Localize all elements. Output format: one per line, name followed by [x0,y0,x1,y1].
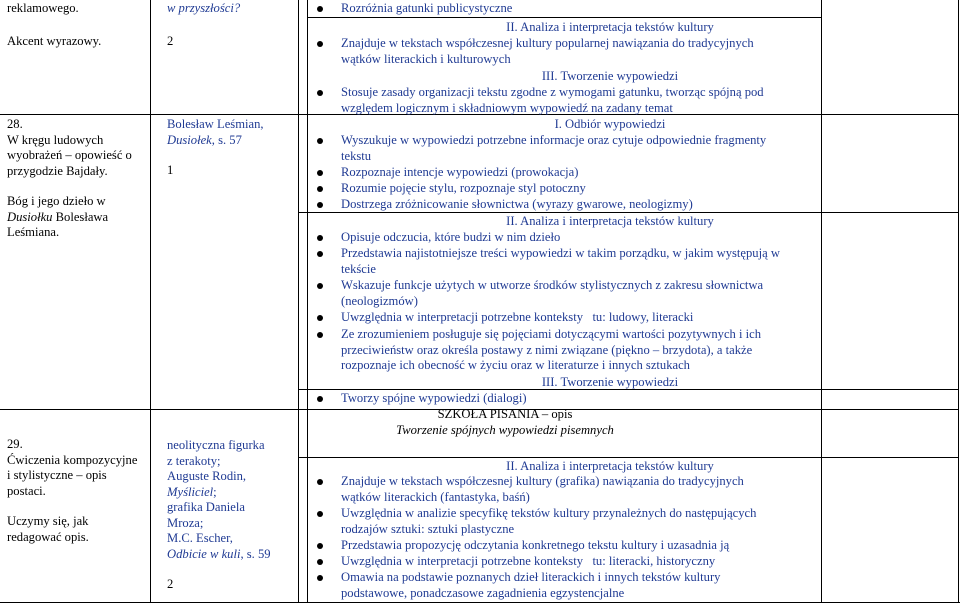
list-item [341,246,836,277]
lesson-title: Uczymy się, jak [7,514,89,528]
section-heading: III. Tworzenie wypowiedzi [541,69,679,83]
row-divider-2 [0,409,298,410]
materials-text [167,485,277,501]
materials-text: Bolesław Leśmian, [167,117,264,131]
materials-text: grafika Daniela [167,500,245,514]
lesson-title: Bolesława [52,209,109,224]
lesson-block-1 [7,1,147,49]
work-title: Myśliciel [167,484,214,499]
item-text: tekstu [341,148,372,163]
column-divider-1 [150,0,151,603]
school-subheading [300,422,710,438]
lesson-number: 29. [7,437,23,451]
item-text: Omawia na podstawie poznanych dzieł literackich i innych tekstów kultury [341,570,721,584]
list-item [341,327,836,374]
lesson-title: wyobrażeń – opowieść o [7,148,132,162]
lesson-title: Ćwiczenia kompozycyjne [7,452,138,467]
materials-block-1 [167,1,277,49]
section-heading: I. Odbiór wypowiedzi [554,117,666,131]
list-item [341,310,836,326]
list-item [341,278,836,309]
materials-text [167,547,277,563]
materials-text: neolityczna figurka [167,438,265,452]
materials-text: Auguste Rodin, [167,469,247,483]
bullet-icon [317,6,323,12]
lesson-text: Akcent wyrazowy. [7,33,102,48]
bullet-icon [317,186,323,192]
section-heading: III. Tworzenie wypowiedzi [541,375,679,389]
bullet-icon [317,235,323,241]
materials-text: M.C. Escher, [167,531,233,545]
section-heading: II. Analiza i interpretacja tekstów kultury [506,459,714,473]
materials-text: Mroza; [167,515,204,530]
row-divider-1 [0,114,298,115]
item-text: Przedstawia najistotniejsze treści wypowiedzi w takim porządku, w jakim występują w [341,246,780,260]
list-item [341,133,836,164]
list-item [341,181,836,197]
item-text: Znajduje w tekstach współczesnej kultury popularnej nawiązania do tradycyjnych [341,36,754,50]
item-text: wątków literackich i kulturowych [341,51,511,66]
item-text: Rozróżnia gatunki publicystyczne [341,1,513,15]
item-text: Dostrzega zróżnicowanie słownictwa (wyrazy gwarowe, neologizmy) [341,197,693,211]
item-box-left-border [307,0,308,603]
list-item [341,474,836,505]
work-title: Dusiołek [167,132,212,147]
bullet-icon [317,90,323,96]
page-right-border [958,0,959,603]
lesson-title: postaci. [7,483,46,498]
page-ref: , s. 57 [211,132,242,147]
page-ref: , s. 59 [240,546,271,561]
materials-text: z terakoty; [167,453,221,468]
item-text: Rozpoznaje intencje wypowiedzi (prowokacja) [341,165,579,179]
bullet-icon [317,332,323,338]
materials-block-28 [167,117,277,179]
lesson-number: 28. [7,117,23,131]
hours-count: 2 [167,577,174,591]
lesson-title: Leśmiana. [7,225,60,239]
materials-block-29 [167,438,277,593]
bullet-icon [317,511,323,517]
lesson-title: redagować opis. [7,529,89,544]
list-item [341,85,836,116]
bullet-icon [317,170,323,176]
lesson-block-28 [7,117,147,241]
hours-count: 2 [167,33,174,48]
work-title: Dusiołku [7,209,53,224]
item-text: rozpoznaje ich obecność w życiu oraz w literaturze i innych sztukach [341,358,690,373]
item-text: Rozumie pojęcie stylu, rozpoznaje styl potoczny [341,181,586,195]
bullet-icon [317,41,323,47]
materials-text [167,1,277,17]
section-heading: II. Analiza i interpretacja tekstów kultury [506,20,714,34]
list-item [341,1,836,17]
bullet-icon [317,283,323,289]
item-text: Wyszukuje w wypowiedzi potrzebne informacje oraz cytuje odpowiednie fragmenty [341,133,767,147]
item-text: Wskazuje funkcje użytych w utworze środków stylistycznych z zakresu słownictwa [341,278,764,292]
item-text: Uwzględnia w interpretacji potrzebne konteksty tu: literacki, historyczny [341,554,716,568]
lesson-text: reklamowego. [7,1,79,15]
materials-text: w przyszłości? [167,1,241,15]
item-text: (neologizmów) [341,293,418,308]
list-item [341,538,836,554]
bullet-icon [317,138,323,144]
list-item [341,36,836,67]
item-text: tekście [341,261,376,276]
item-text: Tworzy spójne wypowiedzi (dialogi) [341,391,527,405]
bullet-icon [317,479,323,485]
list-item [341,391,836,407]
lesson-title: W kręgu ludowych [7,132,104,147]
section-heading: II. Analiza i interpretacja tekstów kultury [506,214,714,228]
work-title: Odbicie w kuli [167,546,241,561]
item-text: Opisuje odczucia, które budzi w nim dzieło [341,230,561,244]
materials-text: ; [213,484,217,499]
item-text: Znajduje w tekstach współczesnej kultury (grafika) nawiązania do tradycyjnych [341,474,744,488]
item-text: Ze zrozumieniem posługuje się pojęciami dotyczącymi wartości pozytywnych i ich [341,327,762,341]
lesson-block-29 [7,437,147,545]
bullet-icon [317,543,323,549]
lesson-title [7,210,147,226]
column-divider-2 [298,0,299,603]
hours-count: 1 [167,163,174,177]
bullet-icon [317,315,323,321]
list-item [341,570,836,601]
item-text: Uwzględnia w analizie specyfikę tekstów kultury przynależnych do następujących [341,506,757,520]
list-item [341,506,836,537]
item-text: Stosuje zasady organizacji tekstu zgodne z wymogami gatunku, tworząc spójną pod [341,85,764,99]
bullet-icon [317,575,323,581]
item-text: Przedstawia propozycję odczytania konkretnego tekstu kultury i uzasadnia ją [341,538,730,552]
lesson-title: przygodzie Bajdały. [7,163,108,178]
item-text: przeciwieństw oraz określa postawy z nimi związane (piękno – brzydota), a także [341,342,753,357]
list-item [341,197,836,213]
bullet-icon [317,202,323,208]
item-text: względem logicznym i składniowym wypowiedź na zadany temat [341,100,673,115]
bullet-icon [317,251,323,257]
list-item [341,165,836,181]
item-text: Uwzględnia w interpretacji potrzebne konteksty tu: ludowy, literacki [341,310,694,324]
school-heading: SZKOŁA PISANIA – opis [437,407,573,421]
rule [307,17,821,18]
item-text: rodzajów sztuki: sztuki plastyczne [341,521,515,536]
list-item [341,230,836,246]
lesson-title: i stylistyczne – opis [7,468,107,482]
bullet-icon [317,396,323,402]
list-item [341,554,836,570]
school-subheading-text: Tworzenie spójnych wypowiedzi pisemnych [396,423,614,437]
bullet-icon [317,559,323,565]
materials-text [167,133,277,149]
lesson-title: Bóg i jego dzieło w [7,194,106,208]
item-text: wątków literackich (fantastyka, baśń) [341,489,530,504]
item-text: podstawowe, ponadczasowe zagadnienia egzystencjalne [341,585,625,600]
